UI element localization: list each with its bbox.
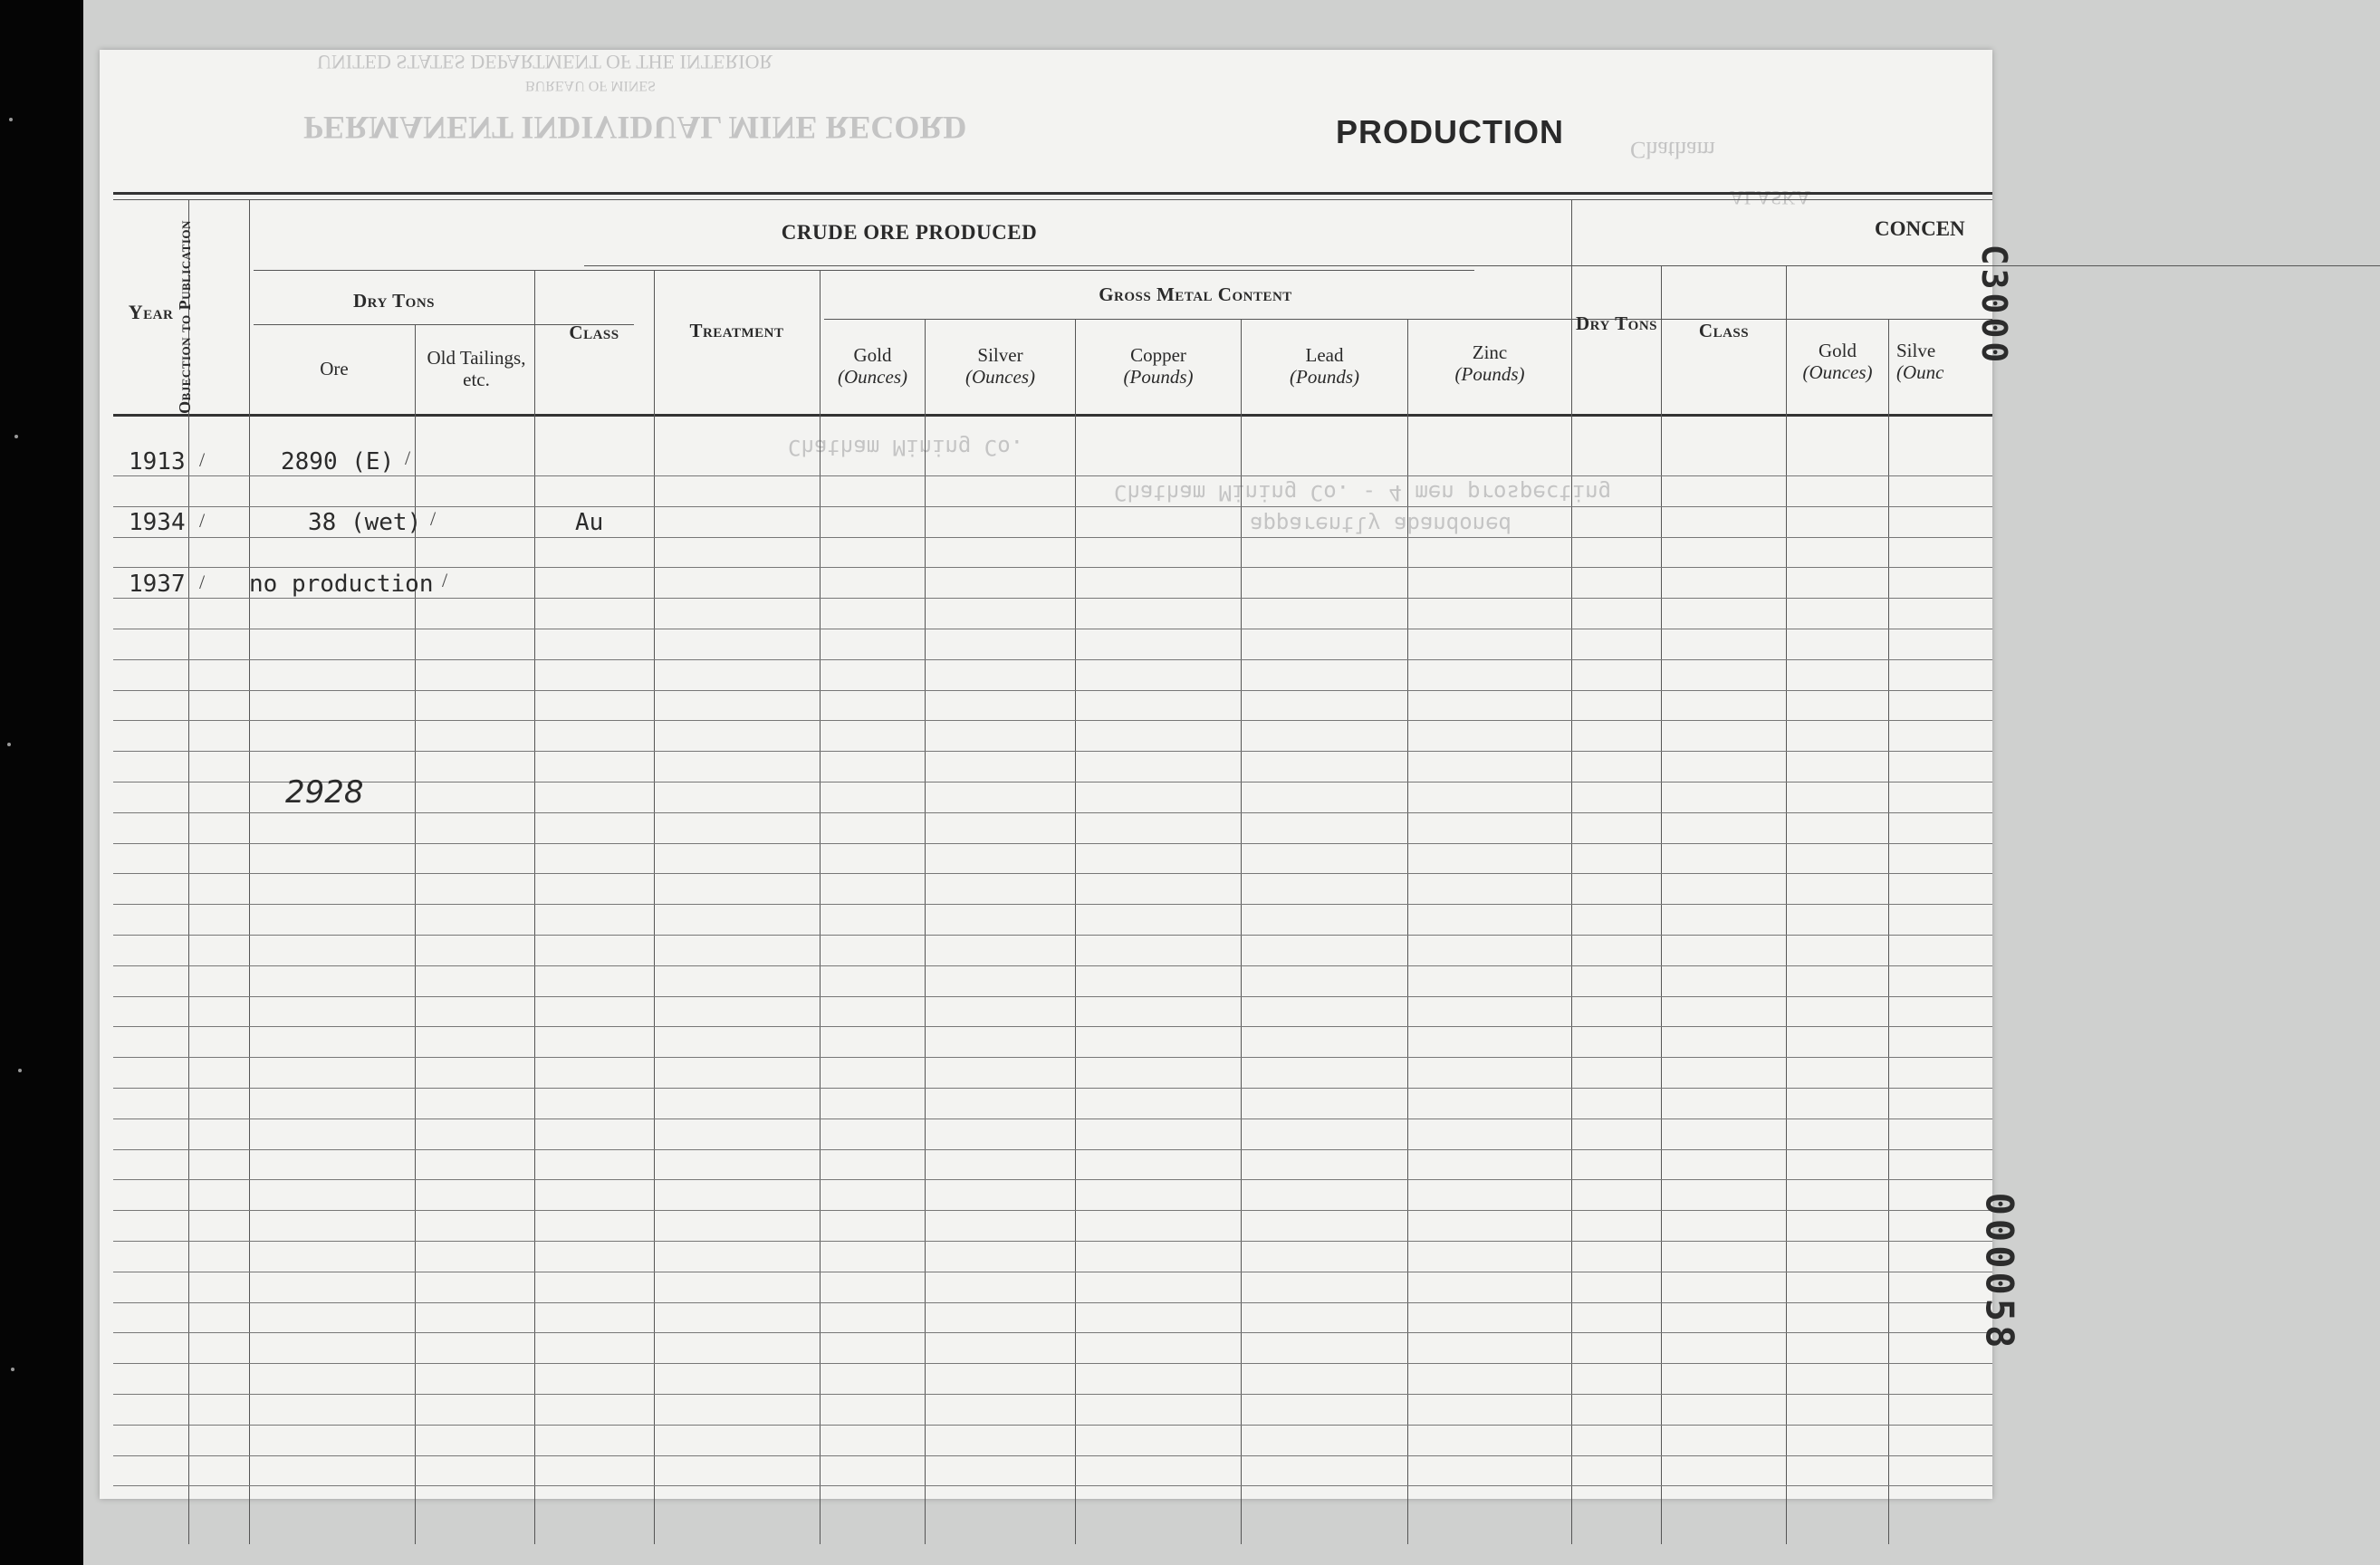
- conc-gold-header: Gold (Ounces): [1802, 340, 1873, 383]
- class-header: Class: [569, 322, 619, 343]
- ruled-line: [113, 1088, 1992, 1089]
- ruled-line: [113, 1210, 1992, 1211]
- ruled-line: [113, 1394, 1992, 1395]
- ruled-line: [113, 506, 1992, 507]
- bleed-owner-2: Chatham Mining Co. - 4 men prospecting: [1114, 480, 1612, 505]
- ruled-line: [113, 475, 1992, 476]
- ruled-line: [113, 1363, 1992, 1364]
- conc-class-header: Class: [1698, 320, 1750, 341]
- crude-ore-rule: [254, 270, 1474, 271]
- check-1934: /: [199, 509, 206, 532]
- top-rule: [113, 192, 1992, 195]
- year-header: Year: [128, 301, 174, 323]
- old-tailings-header: Old Tailings, etc.: [427, 347, 526, 390]
- ruled-line: [113, 720, 1992, 721]
- class-1934: Au: [575, 509, 604, 536]
- record-number-stamp: 000058: [1977, 1192, 2022, 1352]
- copper-header: Copper (Pounds): [1123, 344, 1194, 388]
- ruled-line: [113, 537, 1992, 538]
- objection-header: Objection to Publication: [176, 220, 194, 414]
- conc-silver-header: Silve (Ounc: [1896, 340, 1944, 383]
- silver-header: Silver (Ounces): [965, 344, 1035, 388]
- dry-tons-header: Dry Tons: [352, 290, 436, 312]
- bleed-mine-name: Chatham: [1630, 137, 1715, 163]
- concentrates-header: CONCEN: [1875, 217, 1965, 240]
- gross-metal-header: Gross Metal Content: [1099, 283, 1292, 305]
- total-ore: 2928: [285, 774, 364, 811]
- ruled-line: [113, 1332, 1992, 1333]
- year-1913: 1913: [129, 448, 186, 475]
- ruled-line: [113, 904, 1992, 905]
- crude-ore-header: CRUDE ORE PRODUCED: [781, 221, 1038, 244]
- ruled-line: [113, 935, 1992, 936]
- ore-1913: 2890 (E): [281, 448, 395, 475]
- ore-1937: no production: [249, 571, 434, 598]
- treatment-header: Treatment: [689, 320, 784, 341]
- ruled-line: [113, 996, 1992, 997]
- header-bottom-rule: [113, 414, 1992, 417]
- ruled-line: [113, 751, 1992, 752]
- ruled-line: [113, 843, 1992, 844]
- bleed-record-title: PERMANENT INDIVIDUAL MINE RECORD: [303, 110, 967, 146]
- bleed-owner-3: apparently abandoned: [1250, 512, 1511, 537]
- ore-1934: 38 (wet): [308, 509, 422, 536]
- ruled-line: [113, 598, 1992, 599]
- ruled-line: [113, 965, 1992, 966]
- year-1937: 1937: [129, 571, 186, 598]
- zinc-header: Zinc (Pounds): [1454, 341, 1525, 385]
- production-record-sheet: UNITED STATES DEPARTMENT OF THE INTERIOR BUREAU OF MINES PERMANENT INDIVIDUAL MINE RECORD Chatham ALASKA Chatham Mining Co. Chatham Mining Co. - 4 men prospecting apparently abandoned PRODUCTION Year Objection to Publication CRUDE ORE PRODUCED Dry Tons Ore Old Tailings, etc. Class Treatment Gross Metal Content Gold (Ounces) Silver (Ounces) Copper (Pounds) Lead (Pounds) Zinc (Pounds) CONCEN Dry Tons Class Gold (Ounces) Silve (Ounc 1913 / 2890 (E) / 1934 / 38 (wet) / Au 1937 / no production / 2928 000058 C3000: [100, 50, 1992, 1499]
- ruled-line: [113, 1179, 1992, 1180]
- scanner-left-edge: [0, 0, 83, 1565]
- ruled-line: [113, 567, 1992, 568]
- ore-header: Ore: [320, 358, 349, 379]
- bleed-owner-1: Chatham Mining Co.: [788, 435, 1024, 460]
- ruled-line: [113, 1455, 1992, 1456]
- page-title: PRODUCTION: [1336, 113, 1564, 150]
- check-1913: /: [199, 448, 206, 471]
- bleed-bureau: BUREAU OF MINES: [525, 78, 657, 93]
- ruled-line: [113, 1057, 1992, 1058]
- ruled-line: [113, 1485, 1992, 1486]
- ruled-line: [113, 1302, 1992, 1303]
- ruled-line: [113, 690, 1992, 691]
- ruled-line: [113, 1149, 1992, 1150]
- ruled-line: [113, 1026, 1992, 1027]
- ruled-line: [113, 1241, 1992, 1242]
- ruled-line: [113, 659, 1992, 660]
- record-top-stamp: C3000: [1974, 244, 2015, 367]
- ruled-line: [113, 873, 1992, 874]
- lead-header: Lead (Pounds): [1290, 344, 1359, 388]
- bleed-state: ALASKA: [1730, 187, 1811, 209]
- ruled-line: [113, 812, 1992, 813]
- ruled-line: [113, 1425, 1992, 1426]
- bleed-agency: UNITED STATES DEPARTMENT OF THE INTERIOR: [317, 51, 773, 73]
- gold-header: Gold (Ounces): [838, 344, 907, 388]
- conc-dry-tons-header: Dry Tons: [1575, 312, 1658, 334]
- year-1934: 1934: [129, 509, 186, 536]
- check-1937: /: [199, 571, 206, 593]
